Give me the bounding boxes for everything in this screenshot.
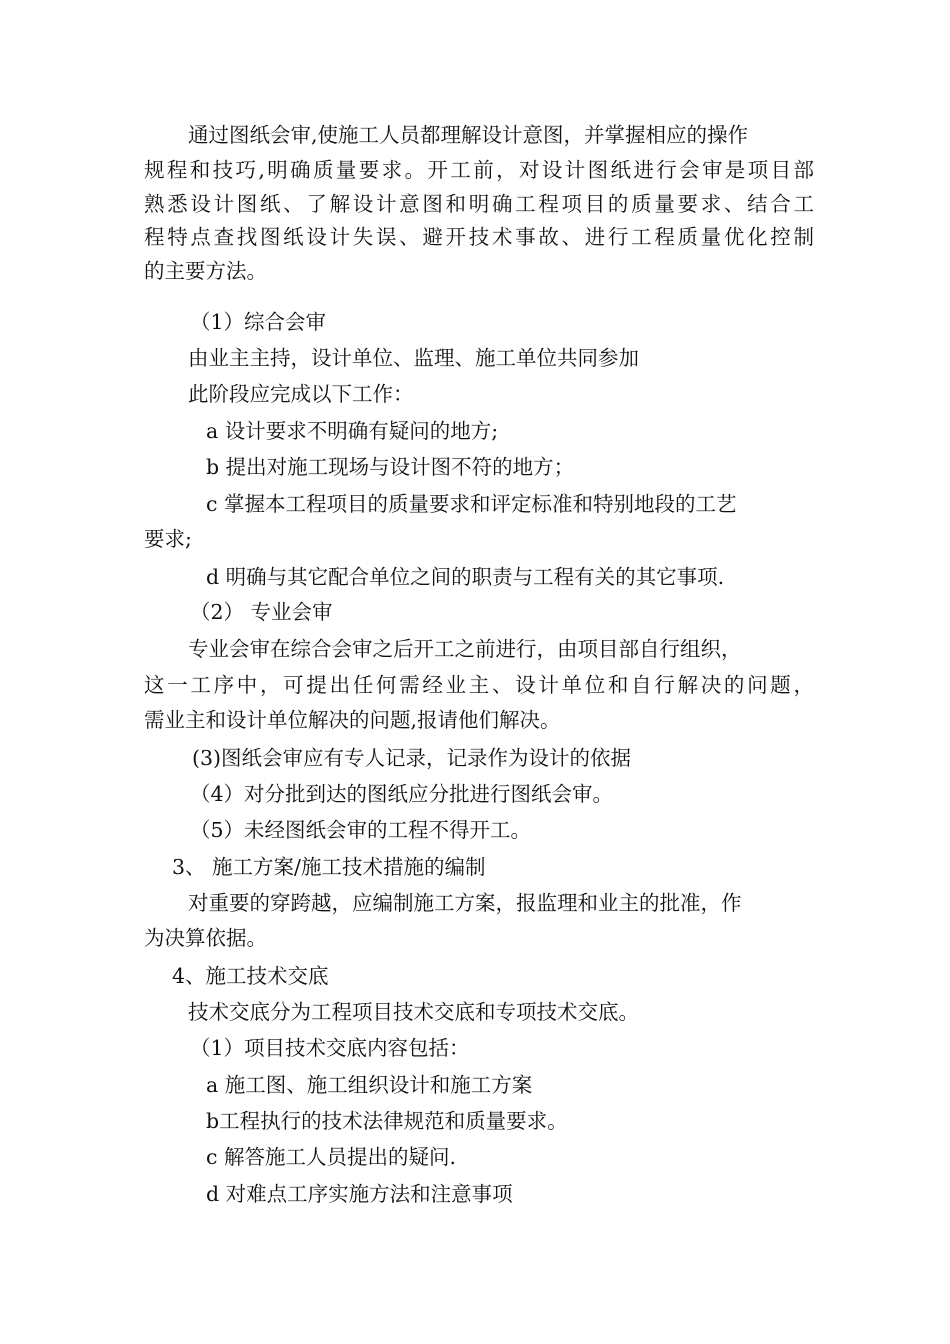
- list-item: b工程执行的技术法律规范和质量要求。: [206, 1109, 568, 1133]
- paragraph-line: 熟悉设计图纸、了解设计意图和明确工程项目的质量要求、结合工: [144, 192, 814, 216]
- paragraph-line: 通过图纸会审,使施工人员都理解设计意图，并掌握相应的操作: [188, 123, 749, 147]
- paragraph-line: 对重要的穿跨越，应编制施工方案，报监理和业主的批准，作: [188, 891, 742, 915]
- paragraph-line: 需业主和设计单位解决的问题,报请他们解决。: [144, 708, 561, 732]
- section-heading: （1）项目技术交底内容包括：: [190, 1036, 470, 1060]
- list-item: b 提出对施工现场与设计图不符的地方；: [206, 455, 575, 479]
- section-heading: （1）综合会审: [190, 310, 327, 334]
- paragraph-line: 的主要方法。: [144, 259, 267, 283]
- paragraph-line: 程特点查找图纸设计失误、避开技术事故、进行工程质量优化控制: [144, 225, 814, 249]
- paragraph-line: (3)图纸会审应有专人记录，记录作为设计的依据: [192, 746, 632, 770]
- section-heading: （2） 专业会审: [190, 600, 333, 624]
- paragraph-line: 技术交底分为工程项目技术交底和专项技术交底。: [188, 1000, 639, 1024]
- list-item: c 掌握本工程项目的质量要求和评定标准和特别地段的工艺: [206, 492, 737, 516]
- paragraph-line: 规程和技巧,明确质量要求。开工前，对设计图纸进行会审是项目部: [144, 158, 814, 182]
- list-item: d 对难点工序实施方法和注意事项: [206, 1182, 513, 1206]
- paragraph-line: 这一工序中，可提出任何需经业主、设计单位和自行解决的问题，: [144, 673, 814, 697]
- list-item-continuation: 要求;: [144, 527, 192, 551]
- section-heading: 3、 施工方案/施工技术措施的编制: [172, 855, 486, 879]
- paragraph-line: 此阶段应完成以下工作：: [188, 382, 414, 406]
- list-item: c 解答施工人员提出的疑问.: [206, 1145, 457, 1169]
- paragraph-line: （4）对分批到达的图纸应分批进行图纸会审。: [190, 782, 614, 806]
- paragraph-line: 为决算依据。: [144, 926, 267, 950]
- paragraph-line: 专业会审在综合会审之后开工之前进行，由项目部自行组织，: [188, 637, 742, 661]
- list-item: a 施工图、施工组织设计和施工方案: [206, 1073, 533, 1097]
- section-heading: 4、施工技术交底: [172, 964, 329, 988]
- list-item: a 设计要求不明确有疑问的地方;: [206, 419, 499, 443]
- list-item: d 明确与其它配合单位之间的职责与工程有关的其它事项.: [206, 565, 725, 589]
- paragraph-line: （5）未经图纸会审的工程不得开工。: [190, 818, 532, 842]
- paragraph-line: 由业主主持，设计单位、监理、施工单位共同参加: [188, 346, 639, 370]
